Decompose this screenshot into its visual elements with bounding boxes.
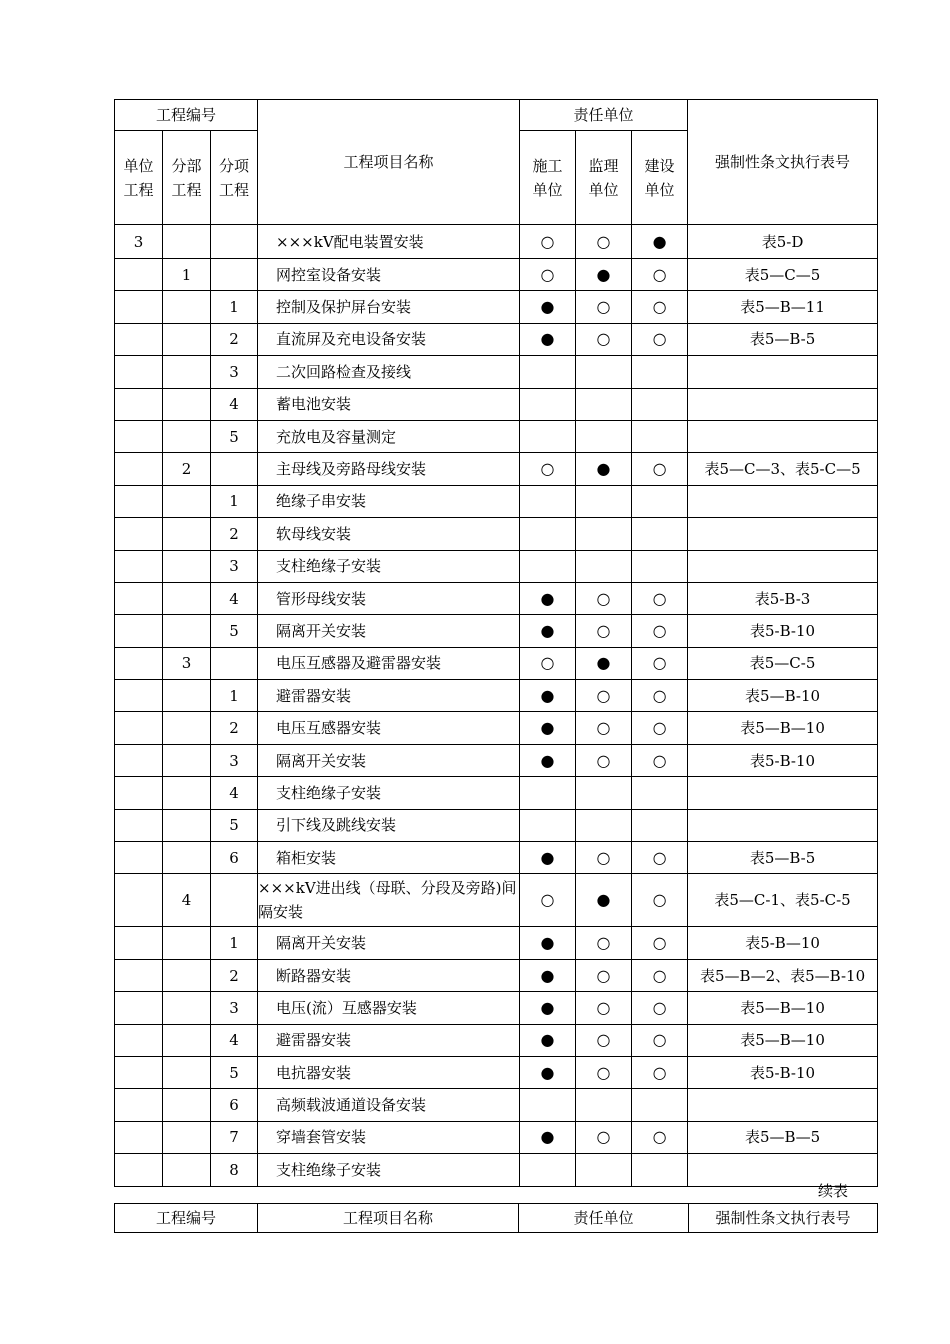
construction-unit-mark: ● — [520, 1056, 576, 1088]
project-name-cell: 二次回路检查及接线 — [258, 356, 520, 388]
table-number-cell — [688, 777, 878, 809]
supervision-unit-mark: ○ — [576, 712, 632, 744]
table-number-cell — [688, 356, 878, 388]
table-number-cell: 表5-B—10 — [688, 927, 878, 959]
unit-project-cell — [115, 1024, 163, 1056]
unit-project-cell — [115, 291, 163, 323]
table-number-cell — [688, 550, 878, 582]
supervision-unit-mark — [576, 356, 632, 388]
sub-project-cell — [163, 712, 211, 744]
unit-project-cell — [115, 927, 163, 959]
building-unit-mark: ○ — [632, 323, 688, 355]
table-number-cell: 表5-B-10 — [688, 1056, 878, 1088]
project-name-cell: 电压互感器及避雷器安装 — [258, 647, 520, 679]
item-project-cell: 6 — [211, 1089, 258, 1121]
table-number-cell: 表5-B-3 — [688, 582, 878, 614]
building-unit-mark — [632, 388, 688, 420]
building-unit-mark — [632, 1089, 688, 1121]
building-unit-mark — [632, 420, 688, 452]
sub-project-cell — [163, 615, 211, 647]
supervision-unit-mark: ○ — [576, 615, 632, 647]
table-number-cell — [688, 388, 878, 420]
building-unit-mark: ○ — [632, 615, 688, 647]
header-construction-unit: 施工 单位 — [520, 131, 576, 225]
building-unit-mark — [632, 356, 688, 388]
sub-project-cell — [163, 550, 211, 582]
building-unit-mark — [632, 485, 688, 517]
supervision-unit-mark: ● — [576, 874, 632, 927]
construction-unit-mark: ● — [520, 992, 576, 1024]
item-project-cell: 5 — [211, 1056, 258, 1088]
item-project-cell: 2 — [211, 323, 258, 355]
construction-unit-mark: ● — [520, 582, 576, 614]
construction-unit-mark — [520, 777, 576, 809]
project-name-cell: 网控室设备安装 — [258, 259, 520, 291]
item-project-cell: 3 — [211, 744, 258, 776]
project-name-cell: 蓄电池安装 — [258, 388, 520, 420]
table-number-cell: 表5—B-5 — [688, 323, 878, 355]
cont-header-project-name: 工程项目名称 — [258, 1204, 519, 1233]
building-unit-mark: ○ — [632, 1024, 688, 1056]
item-project-cell: 3 — [211, 550, 258, 582]
table-row — [115, 874, 878, 927]
sub-project-cell: 4 — [163, 874, 211, 927]
project-name-cell: 支柱绝缘子安装 — [258, 777, 520, 809]
unit-project-cell — [115, 777, 163, 809]
item-project-cell: 8 — [211, 1154, 258, 1186]
supervision-unit-mark: ○ — [576, 927, 632, 959]
construction-unit-mark: ● — [520, 959, 576, 991]
table-row — [115, 744, 878, 776]
sub-project-cell: 3 — [163, 647, 211, 679]
table-row — [115, 356, 878, 388]
unit-project-cell — [115, 453, 163, 485]
table-number-cell — [688, 809, 878, 841]
building-unit-mark — [632, 777, 688, 809]
supervision-unit-mark — [576, 485, 632, 517]
table-number-cell: 表5—B—10 — [688, 712, 878, 744]
unit-project-cell — [115, 1121, 163, 1153]
supervision-unit-mark: ○ — [576, 323, 632, 355]
table-row — [115, 1089, 878, 1121]
table-row — [115, 842, 878, 874]
table-row — [115, 777, 878, 809]
construction-unit-mark — [520, 356, 576, 388]
header-project-code: 工程编号 — [115, 100, 258, 131]
unit-project-cell — [115, 388, 163, 420]
sub-project-cell — [163, 809, 211, 841]
table-number-cell — [688, 420, 878, 452]
construction-unit-mark: ● — [520, 842, 576, 874]
table-number-cell — [688, 1154, 878, 1186]
table-number-cell — [688, 485, 878, 517]
supervision-unit-mark: ○ — [576, 1024, 632, 1056]
table-number-cell: 表5—B—2、表5—B-10 — [688, 959, 878, 991]
construction-unit-mark: ● — [520, 927, 576, 959]
item-project-cell — [211, 259, 258, 291]
construction-unit-mark: ● — [520, 744, 576, 776]
building-unit-mark: ○ — [632, 291, 688, 323]
item-project-cell — [211, 874, 258, 927]
item-project-cell: 7 — [211, 1121, 258, 1153]
unit-project-cell — [115, 518, 163, 550]
supervision-unit-mark: ○ — [576, 582, 632, 614]
project-name-cell: 避雷器安装 — [258, 680, 520, 712]
supervision-unit-mark: ○ — [576, 1121, 632, 1153]
header-project-name: 工程项目名称 — [258, 100, 520, 225]
table-number-cell: 表5—B—10 — [688, 992, 878, 1024]
sub-project-cell — [163, 1121, 211, 1153]
building-unit-mark: ○ — [632, 259, 688, 291]
building-unit-mark: ○ — [632, 874, 688, 927]
item-project-cell: 1 — [211, 927, 258, 959]
item-project-cell: 2 — [211, 518, 258, 550]
table-row — [115, 809, 878, 841]
table-row — [115, 323, 878, 355]
construction-unit-mark: ○ — [520, 225, 576, 259]
construction-unit-mark — [520, 809, 576, 841]
item-project-cell: 1 — [211, 291, 258, 323]
header-item-project: 分项 工程 — [211, 131, 258, 225]
item-project-cell: 4 — [211, 777, 258, 809]
sub-project-cell — [163, 388, 211, 420]
supervision-unit-mark — [576, 420, 632, 452]
construction-unit-mark — [520, 518, 576, 550]
sub-project-cell — [163, 420, 211, 452]
table-row — [115, 388, 878, 420]
sub-project-cell — [163, 744, 211, 776]
sub-project-cell — [163, 927, 211, 959]
sub-project-cell — [163, 1024, 211, 1056]
project-name-cell: 电压(流）互感器安装 — [258, 992, 520, 1024]
table-number-cell: 表5—B—5 — [688, 1121, 878, 1153]
table-row — [115, 615, 878, 647]
supervision-unit-mark: ○ — [576, 992, 632, 1024]
construction-unit-mark: ○ — [520, 259, 576, 291]
supervision-unit-mark — [576, 518, 632, 550]
table-number-cell: 表5—C-5 — [688, 647, 878, 679]
construction-unit-mark: ○ — [520, 647, 576, 679]
building-unit-mark — [632, 518, 688, 550]
table-number-cell: 表5-B-10 — [688, 615, 878, 647]
unit-project-cell — [115, 647, 163, 679]
construction-unit-mark — [520, 485, 576, 517]
supervision-unit-mark — [576, 1154, 632, 1186]
construction-unit-mark: ● — [520, 323, 576, 355]
project-name-cell: 断路器安装 — [258, 959, 520, 991]
unit-project-cell — [115, 615, 163, 647]
project-name-cell: 隔离开关安装 — [258, 615, 520, 647]
table-number-cell: 表5—B-5 — [688, 842, 878, 874]
sub-project-cell — [163, 1089, 211, 1121]
building-unit-mark: ○ — [632, 959, 688, 991]
supervision-unit-mark: ○ — [576, 225, 632, 259]
project-name-cell: ×××kV进出线（母联、分段及旁路)间隔安装 — [258, 874, 520, 927]
supervision-unit-mark: ○ — [576, 842, 632, 874]
header-supervision-unit: 监理 单位 — [576, 131, 632, 225]
sub-project-cell — [163, 485, 211, 517]
sub-project-cell — [163, 291, 211, 323]
building-unit-mark: ○ — [632, 453, 688, 485]
sub-project-cell — [163, 992, 211, 1024]
construction-unit-mark — [520, 550, 576, 582]
project-name-cell: 支柱绝缘子安装 — [258, 1154, 520, 1186]
supervision-unit-mark: ○ — [576, 959, 632, 991]
header-building-unit: 建设 单位 — [632, 131, 688, 225]
table-row — [115, 712, 878, 744]
table-row — [115, 420, 878, 452]
supervision-unit-mark: ● — [576, 259, 632, 291]
supervision-unit-mark — [576, 1089, 632, 1121]
unit-project-cell — [115, 259, 163, 291]
supervision-unit-mark — [576, 388, 632, 420]
supervision-unit-mark — [576, 777, 632, 809]
item-project-cell: 4 — [211, 1024, 258, 1056]
project-name-cell: 软母线安装 — [258, 518, 520, 550]
unit-project-cell — [115, 744, 163, 776]
building-unit-mark — [632, 1154, 688, 1186]
supervision-unit-mark: ○ — [576, 291, 632, 323]
item-project-cell: 5 — [211, 420, 258, 452]
item-project-cell: 5 — [211, 809, 258, 841]
table-row — [115, 518, 878, 550]
item-project-cell — [211, 647, 258, 679]
building-unit-mark: ○ — [632, 842, 688, 874]
building-unit-mark: ○ — [632, 992, 688, 1024]
project-name-cell: 穿墙套管安装 — [258, 1121, 520, 1153]
unit-project-cell — [115, 712, 163, 744]
item-project-cell: 2 — [211, 959, 258, 991]
project-name-cell: 高频载波通道设备安装 — [258, 1089, 520, 1121]
construction-unit-mark: ● — [520, 680, 576, 712]
unit-project-cell — [115, 420, 163, 452]
header-responsible-units: 责任单位 — [520, 100, 688, 131]
item-project-cell: 3 — [211, 356, 258, 388]
table-row — [115, 582, 878, 614]
building-unit-mark: ○ — [632, 582, 688, 614]
sub-project-cell — [163, 225, 211, 259]
unit-project-cell — [115, 356, 163, 388]
unit-project-cell — [115, 485, 163, 517]
project-name-cell: 支柱绝缘子安装 — [258, 550, 520, 582]
construction-unit-mark: ● — [520, 1121, 576, 1153]
item-project-cell — [211, 225, 258, 259]
table-row — [115, 959, 878, 991]
building-unit-mark: ○ — [632, 647, 688, 679]
sub-project-cell — [163, 323, 211, 355]
project-name-cell: 控制及保护屏台安装 — [258, 291, 520, 323]
unit-project-cell — [115, 1154, 163, 1186]
unit-project-cell — [115, 992, 163, 1024]
project-name-cell: 主母线及旁路母线安装 — [258, 453, 520, 485]
construction-unit-mark — [520, 1089, 576, 1121]
table-number-cell: 表5—C-1、表5-C-5 — [688, 874, 878, 927]
sub-project-cell — [163, 680, 211, 712]
table-row — [115, 927, 878, 959]
project-name-cell: 电压互感器安装 — [258, 712, 520, 744]
unit-project-cell — [115, 959, 163, 991]
table-row — [115, 1121, 878, 1153]
header-unit-project: 单位 工程 — [115, 131, 163, 225]
sub-project-cell — [163, 842, 211, 874]
unit-project-cell — [115, 842, 163, 874]
header-table-number: 强制性条文执行表号 — [688, 100, 878, 225]
building-unit-mark: ○ — [632, 1056, 688, 1088]
building-unit-mark: ○ — [632, 1121, 688, 1153]
unit-project-cell — [115, 1089, 163, 1121]
sub-project-cell — [163, 518, 211, 550]
table-number-cell: 表5—C—3、表5-C—5 — [688, 453, 878, 485]
project-name-cell: 隔离开关安装 — [258, 744, 520, 776]
project-name-cell: 绝缘子串安装 — [258, 485, 520, 517]
table-row — [115, 259, 878, 291]
table-number-cell: 表5—B-10 — [688, 680, 878, 712]
sub-project-cell — [163, 777, 211, 809]
unit-project-cell — [115, 550, 163, 582]
project-name-cell: 管形母线安装 — [258, 582, 520, 614]
table-row — [115, 291, 878, 323]
project-name-cell: 直流屏及充电设备安装 — [258, 323, 520, 355]
building-unit-mark: ○ — [632, 680, 688, 712]
construction-unit-mark: ○ — [520, 453, 576, 485]
unit-project-cell — [115, 582, 163, 614]
table-row — [115, 550, 878, 582]
sub-project-cell — [163, 582, 211, 614]
construction-unit-mark: ● — [520, 291, 576, 323]
continued-note: 续表 — [818, 1182, 849, 1200]
continued-table-header — [114, 1203, 878, 1233]
table-number-cell: 表5—B—11 — [688, 291, 878, 323]
unit-project-cell: 3 — [115, 225, 163, 259]
item-project-cell: 6 — [211, 842, 258, 874]
project-name-cell: ×××kV配电装置安装 — [258, 225, 520, 259]
cont-header-responsible-units: 责任单位 — [519, 1204, 689, 1233]
inspection-table — [114, 99, 878, 1187]
construction-unit-mark: ○ — [520, 874, 576, 927]
table-number-cell: 表5-B-10 — [688, 744, 878, 776]
project-name-cell: 引下线及跳线安装 — [258, 809, 520, 841]
supervision-unit-mark: ○ — [576, 680, 632, 712]
project-name-cell: 电抗器安装 — [258, 1056, 520, 1088]
item-project-cell: 4 — [211, 582, 258, 614]
construction-unit-mark: ● — [520, 1024, 576, 1056]
supervision-unit-mark — [576, 809, 632, 841]
item-project-cell — [211, 453, 258, 485]
sub-project-cell — [163, 1154, 211, 1186]
table-row — [115, 225, 878, 259]
table-number-cell: 表5—B—10 — [688, 1024, 878, 1056]
unit-project-cell — [115, 874, 163, 927]
supervision-unit-mark: ○ — [576, 1056, 632, 1088]
building-unit-mark: ○ — [632, 712, 688, 744]
item-project-cell: 3 — [211, 992, 258, 1024]
unit-project-cell — [115, 1056, 163, 1088]
table-row — [115, 680, 878, 712]
unit-project-cell — [115, 809, 163, 841]
table-number-cell — [688, 1089, 878, 1121]
building-unit-mark — [632, 809, 688, 841]
table-row — [115, 647, 878, 679]
building-unit-mark — [632, 550, 688, 582]
table-number-cell — [688, 518, 878, 550]
item-project-cell: 1 — [211, 680, 258, 712]
construction-unit-mark — [520, 388, 576, 420]
header-sub-project: 分部 工程 — [163, 131, 211, 225]
construction-unit-mark: ● — [520, 712, 576, 744]
table-row — [115, 453, 878, 485]
building-unit-mark: ● — [632, 225, 688, 259]
project-name-cell: 隔离开关安装 — [258, 927, 520, 959]
building-unit-mark: ○ — [632, 927, 688, 959]
construction-unit-mark: ● — [520, 615, 576, 647]
table-row — [115, 1024, 878, 1056]
unit-project-cell — [115, 323, 163, 355]
table-number-cell: 表5-D — [688, 225, 878, 259]
table-row — [115, 485, 878, 517]
sub-project-cell: 2 — [163, 453, 211, 485]
building-unit-mark: ○ — [632, 744, 688, 776]
unit-project-cell — [115, 680, 163, 712]
cont-header-table-number: 强制性条文执行表号 — [689, 1204, 878, 1233]
table-row — [115, 1056, 878, 1088]
table-number-cell: 表5—C—5 — [688, 259, 878, 291]
table-row — [115, 992, 878, 1024]
item-project-cell: 4 — [211, 388, 258, 420]
construction-unit-mark — [520, 420, 576, 452]
item-project-cell: 5 — [211, 615, 258, 647]
sub-project-cell — [163, 356, 211, 388]
item-project-cell: 2 — [211, 712, 258, 744]
supervision-unit-mark: ● — [576, 647, 632, 679]
construction-unit-mark — [520, 1154, 576, 1186]
project-name-cell: 箱柜安装 — [258, 842, 520, 874]
project-name-cell: 充放电及容量测定 — [258, 420, 520, 452]
supervision-unit-mark — [576, 550, 632, 582]
supervision-unit-mark: ● — [576, 453, 632, 485]
sub-project-cell — [163, 1056, 211, 1088]
table-row — [115, 1154, 878, 1186]
sub-project-cell — [163, 959, 211, 991]
project-name-cell: 避雷器安装 — [258, 1024, 520, 1056]
sub-project-cell: 1 — [163, 259, 211, 291]
cont-header-project-code: 工程编号 — [115, 1204, 258, 1233]
supervision-unit-mark: ○ — [576, 744, 632, 776]
item-project-cell: 1 — [211, 485, 258, 517]
